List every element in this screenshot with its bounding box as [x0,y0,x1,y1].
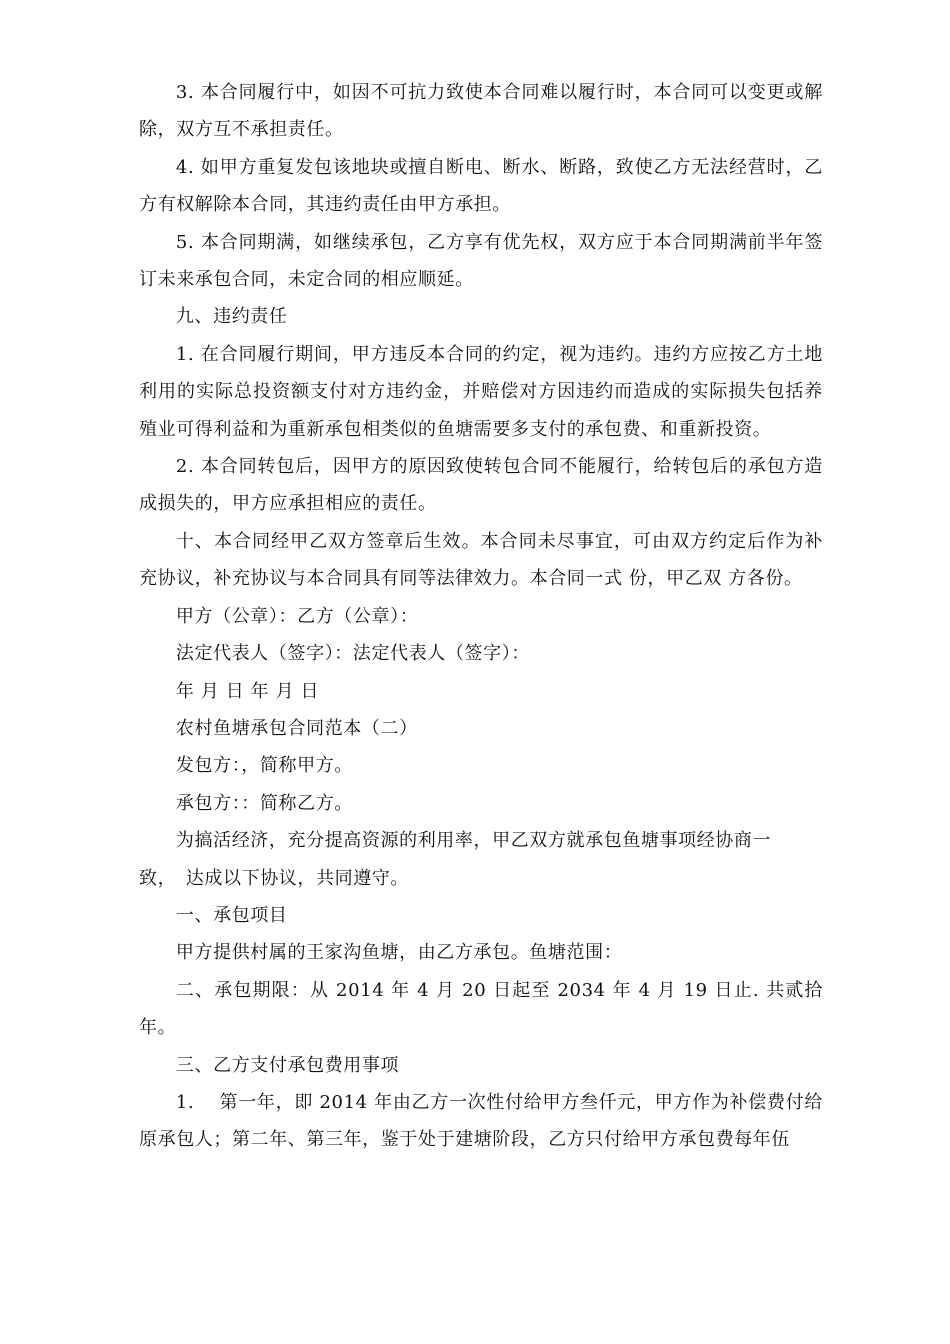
section-heading-breach-liability: 九、违约责任 [175,306,288,328]
section-heading-payment: 三、乙方支付承包费用事项 [175,1054,400,1076]
paragraph-clause-9-1: 1. 在合同履行期间，甲方违反本合同的约定，视为违约。违约方应按乙方土地利用的实际总投资额支付对方违约金，并赔偿对方因违约而造成的实际损失包括养殖业可得利益和为重新承包相类似的鱼塘需要多支付的承包费、和重新投资。 [139,343,823,440]
section-heading-contract-item: 一、承包项目 [175,904,288,926]
signature-dates: 年 月 日 年 月 日 [175,680,320,702]
preamble-line-1: 为搞活经济，充分提高资源的利用率，甲乙双方就承包鱼塘事项经协商一 [175,830,772,852]
template-title-two: 农村鱼塘承包合同范本（二） [175,717,418,739]
paragraph-clause-9-2: 2. 本合同转包后，因甲方的原因致使转包合同不能履行，给转包后的承包方造成损失的，甲方应承担相应的责任。 [139,456,823,515]
section-contract-term: 二、承包期限：从 2014 年 4 月 20 日起至 2034 年 4 月 19 日止. 共贰拾年。 [139,979,823,1039]
party-a-line: 发包方：，简称甲方。 [175,755,353,777]
paragraph-payment-1: 1. 第一年，即 2014 年由乙方一次性付给甲方叁仟元，甲方作为补偿费付给原承包人；第二年、第三年，鉴于处于建塘阶段，乙方只付给甲方承包费每年伍 [139,1091,823,1151]
paragraph-pond-scope: 甲方提供村属的王家沟鱼塘，由乙方承包。鱼塘范围： [175,942,623,964]
signature-party-seals: 甲方（公章）：乙方（公章）： [175,605,419,627]
party-b-line: 承包方：：简称乙方。 [175,792,353,814]
paragraph-clause-8-4: 4. 如甲方重复发包该地块或擅自断电、断水、断路，致使乙方无法经营时，乙方有权解除本合同，其违约责任由甲方承担。 [139,156,823,216]
preamble-line-2: 致， 达成以下协议，共同遵守。 [139,867,409,889]
signature-legal-representatives: 法定代表人（签字）：法定代表人（签字）： [175,643,530,665]
paragraph-clause-8-5: 5. 本合同期满，如继续承包，乙方享有优先权，双方应于本合同期满前半年签订未来承包合同，未定合同的相应顺延。 [139,231,823,291]
paragraph-clause-10-effect: 十、本合同经甲乙双方签章后生效。本合同未尽事宜，可由双方约定后作为补充协议，补充协议与本合同具有同等法律效力。本合同一式 份，甲乙双 方各份。 [139,530,823,590]
paragraph-clause-8-3: 3. 本合同履行中，如因不可抗力致使本合同难以履行时，本合同可以变更或解除，双方互不承担责任。 [139,82,823,141]
document-page [139,74,823,1159]
